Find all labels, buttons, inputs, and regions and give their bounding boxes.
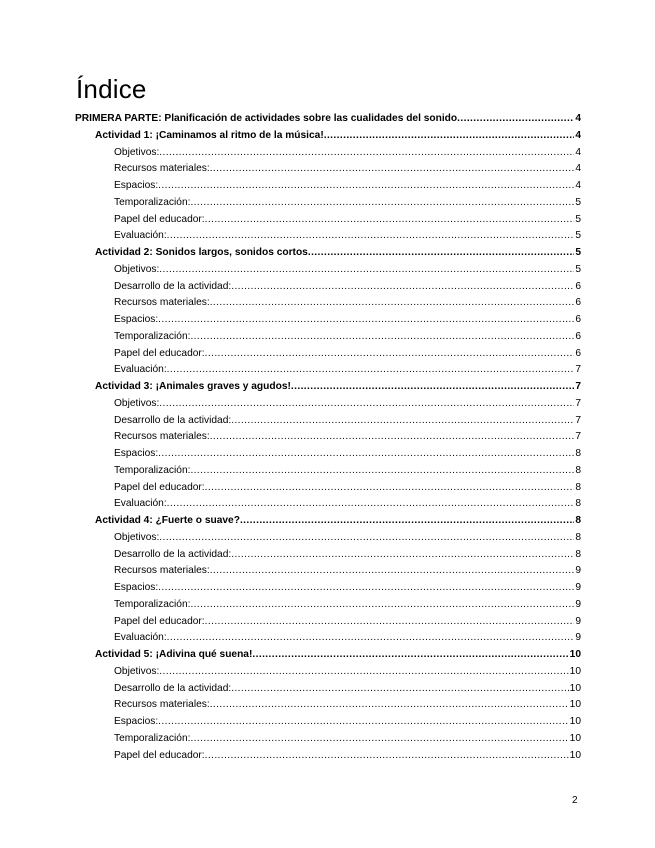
dot-leader (205, 212, 575, 229)
toc-entry-title: Papel del educador: (114, 615, 205, 627)
toc-entry-title: Temporalización: (114, 598, 191, 610)
toc-entry-title: Desarrollo de la actividad: (114, 414, 232, 426)
toc-entry-title: PRIMERA PARTE: Planificación de actividades sobre las cualidades del sonido (75, 113, 458, 124)
toc-entry-title: Espacios: (114, 448, 159, 459)
toc-entry[interactable] (75, 312, 581, 329)
toc-entry[interactable] (75, 597, 581, 614)
toc-entry-title: Objetivos: (114, 531, 160, 543)
toc-entry[interactable] (75, 731, 581, 748)
toc-entry-page: 8 (575, 548, 581, 560)
toc-entry[interactable] (75, 279, 581, 296)
dot-leader (210, 295, 575, 312)
toc-entry-page: 5 (575, 230, 581, 242)
dot-leader (167, 228, 575, 245)
toc-entry-title: Desarrollo de la actividad: (114, 682, 232, 694)
toc-entry-page: 8 (575, 464, 581, 476)
toc-entry[interactable] (75, 379, 581, 396)
dot-leader (205, 346, 575, 363)
toc-entry-title: Objetivos: (114, 263, 160, 275)
toc-entry[interactable] (75, 664, 581, 681)
toc-entry-page: 4 (575, 129, 581, 141)
toc-entry[interactable] (75, 111, 581, 128)
toc-entry[interactable] (75, 547, 581, 564)
toc-entry[interactable] (75, 346, 581, 363)
dot-leader (210, 429, 575, 446)
dot-leader (190, 195, 574, 212)
dot-leader (159, 396, 574, 413)
toc-entry[interactable] (75, 128, 581, 145)
dot-leader (210, 161, 575, 178)
toc-entry-page: 7 (575, 364, 581, 376)
toc-entry-title: Recursos materiales: (114, 565, 210, 577)
toc-entry-title: Actividad 4: ¿Fuerte o suave? (95, 515, 240, 526)
toc-entry[interactable] (75, 228, 581, 245)
toc-entry-page: 6 (575, 314, 581, 325)
toc-entry-title: Evaluación: (114, 230, 167, 242)
dot-leader (205, 614, 575, 631)
dot-leader (159, 145, 574, 162)
toc-entry-title: Objetivos: (114, 665, 160, 677)
toc-entry-page: 9 (575, 632, 581, 644)
toc-entry[interactable] (75, 245, 581, 262)
toc-entry[interactable] (75, 580, 581, 597)
toc-entry-title: Papel del educador: (114, 481, 205, 493)
toc-entry-page: 6 (575, 330, 581, 342)
dot-leader (291, 379, 574, 396)
toc-entry-title: Espacios: (114, 314, 159, 325)
toc-entry-page: 9 (575, 565, 581, 577)
toc-entry-title: Actividad 2: Sonidos largos, sonidos cortos (95, 247, 308, 258)
dot-leader (190, 597, 574, 614)
toc-entry-page: 4 (575, 146, 581, 158)
toc-entry-title: Recursos materiales: (114, 163, 210, 175)
toc-entry[interactable] (75, 212, 581, 229)
toc-entry-page: 5 (575, 213, 581, 225)
toc-entry-page: 10 (569, 682, 581, 694)
toc-entry[interactable] (75, 630, 581, 647)
toc-entry-page: 8 (575, 498, 581, 510)
toc-entry-page: 7 (575, 381, 581, 392)
dot-leader (159, 664, 568, 681)
dot-leader (240, 513, 574, 530)
toc-entry-page: 8 (575, 515, 581, 526)
toc-entry-page: 9 (575, 598, 581, 610)
toc-entry-page: 4 (575, 180, 581, 191)
toc-entry[interactable] (75, 295, 581, 312)
toc-entry-page: 7 (575, 414, 581, 426)
toc-entry[interactable] (75, 697, 581, 714)
dot-leader (159, 262, 574, 279)
toc-entry-title: Objetivos: (114, 397, 160, 409)
toc-entry-page: 8 (575, 448, 581, 459)
toc-entry-title: Temporalización: (114, 196, 191, 208)
dot-leader (167, 496, 575, 513)
toc-entry-page: 5 (575, 247, 581, 258)
toc-entry-title: Evaluación: (114, 498, 167, 510)
toc-entry-page: 6 (575, 297, 581, 309)
toc-entry-page: 5 (575, 263, 581, 275)
dot-leader (190, 329, 574, 346)
page-number: 2 (572, 795, 578, 806)
dot-leader (158, 178, 574, 195)
dot-leader (210, 697, 569, 714)
toc-entry[interactable] (75, 396, 581, 413)
toc-entry-page: 4 (575, 163, 581, 175)
table-of-contents (75, 111, 581, 764)
dot-leader (159, 530, 574, 547)
toc-entry-title: Evaluación: (114, 364, 167, 376)
toc-entry[interactable] (75, 714, 581, 731)
toc-entry[interactable] (75, 681, 581, 698)
toc-entry-title: Objetivos: (114, 146, 160, 158)
dot-leader (252, 647, 568, 664)
toc-entry-title: Actividad 3: ¡Animales graves y agudos! (95, 381, 291, 392)
dot-leader (324, 128, 575, 145)
dot-leader (231, 547, 574, 564)
toc-entry-page: 10 (569, 665, 581, 677)
toc-entry-title: Papel del educador: (114, 347, 205, 359)
toc-entry[interactable] (75, 429, 581, 446)
toc-entry[interactable] (75, 145, 581, 162)
toc-entry-page: 8 (575, 481, 581, 493)
toc-entry-page: 10 (569, 649, 581, 660)
dot-leader (457, 111, 574, 128)
dot-leader (158, 714, 568, 731)
toc-entry-page: 6 (575, 280, 581, 292)
dot-leader (210, 563, 575, 580)
toc-entry-title: Espacios: (114, 716, 159, 727)
toc-entry-page: 10 (569, 716, 581, 727)
toc-entry-page: 6 (575, 347, 581, 359)
toc-entry-title: Recursos materiales: (114, 431, 210, 443)
dot-leader (205, 480, 575, 497)
toc-entry-title: Papel del educador: (114, 213, 205, 225)
toc-entry-title: Recursos materiales: (114, 297, 210, 309)
toc-entry-title: Evaluación: (114, 632, 167, 644)
dot-leader (158, 312, 574, 329)
toc-entry[interactable] (75, 446, 581, 463)
toc-entry[interactable] (75, 329, 581, 346)
dot-leader (190, 463, 574, 480)
toc-entry[interactable] (75, 647, 581, 664)
toc-entry-title: Actividad 5: ¡Adivina qué suena! (95, 649, 253, 660)
toc-entry-title: Espacios: (114, 180, 159, 191)
toc-entry-title: Temporalización: (114, 732, 191, 744)
toc-entry[interactable] (75, 463, 581, 480)
dot-leader (167, 630, 575, 647)
dot-leader (231, 279, 574, 296)
toc-entry-title: Desarrollo de la actividad: (114, 548, 232, 560)
dot-leader (308, 245, 574, 262)
toc-entry-page: 9 (575, 615, 581, 627)
toc-entry-title: Actividad 1: ¡Caminamos al ritmo de la música! (95, 129, 324, 141)
toc-entry-title: Recursos materiales: (114, 699, 210, 711)
toc-entry[interactable] (75, 614, 581, 631)
toc-entry[interactable] (75, 262, 581, 279)
toc-entry-title: Espacios: (114, 582, 159, 593)
toc-entry-title: Temporalización: (114, 464, 191, 476)
toc-entry[interactable] (75, 362, 581, 379)
toc-entry[interactable] (75, 480, 581, 497)
toc-entry[interactable] (75, 496, 581, 513)
toc-entry-page: 7 (575, 431, 581, 443)
toc-entry-title: Papel del educador: (114, 749, 205, 761)
toc-entry-page: 4 (575, 113, 581, 124)
toc-entry-page: 5 (575, 196, 581, 208)
toc-entry-page: 9 (575, 582, 581, 593)
toc-entry[interactable] (75, 178, 581, 195)
toc-entry[interactable] (75, 195, 581, 212)
toc-entry[interactable] (75, 530, 581, 547)
toc-entry[interactable] (75, 413, 581, 430)
toc-entry-page: 7 (575, 397, 581, 409)
dot-leader (158, 580, 574, 597)
toc-entry[interactable] (75, 748, 581, 765)
dot-leader (158, 446, 574, 463)
dot-leader (231, 413, 574, 430)
toc-entry[interactable] (75, 563, 581, 580)
toc-entry-page: 10 (569, 732, 581, 744)
dot-leader (231, 681, 568, 698)
dot-leader (167, 362, 575, 379)
toc-entry-page: 8 (575, 531, 581, 543)
toc-entry-title: Desarrollo de la actividad: (114, 280, 232, 292)
toc-entry-title: Temporalización: (114, 330, 191, 342)
toc-entry-page: 10 (569, 749, 581, 761)
toc-entry[interactable] (75, 513, 581, 530)
dot-leader (205, 748, 569, 765)
toc-entry-page: 10 (569, 699, 581, 711)
dot-leader (190, 731, 568, 748)
page-title: Índice (76, 74, 147, 104)
toc-entry[interactable] (75, 161, 581, 178)
